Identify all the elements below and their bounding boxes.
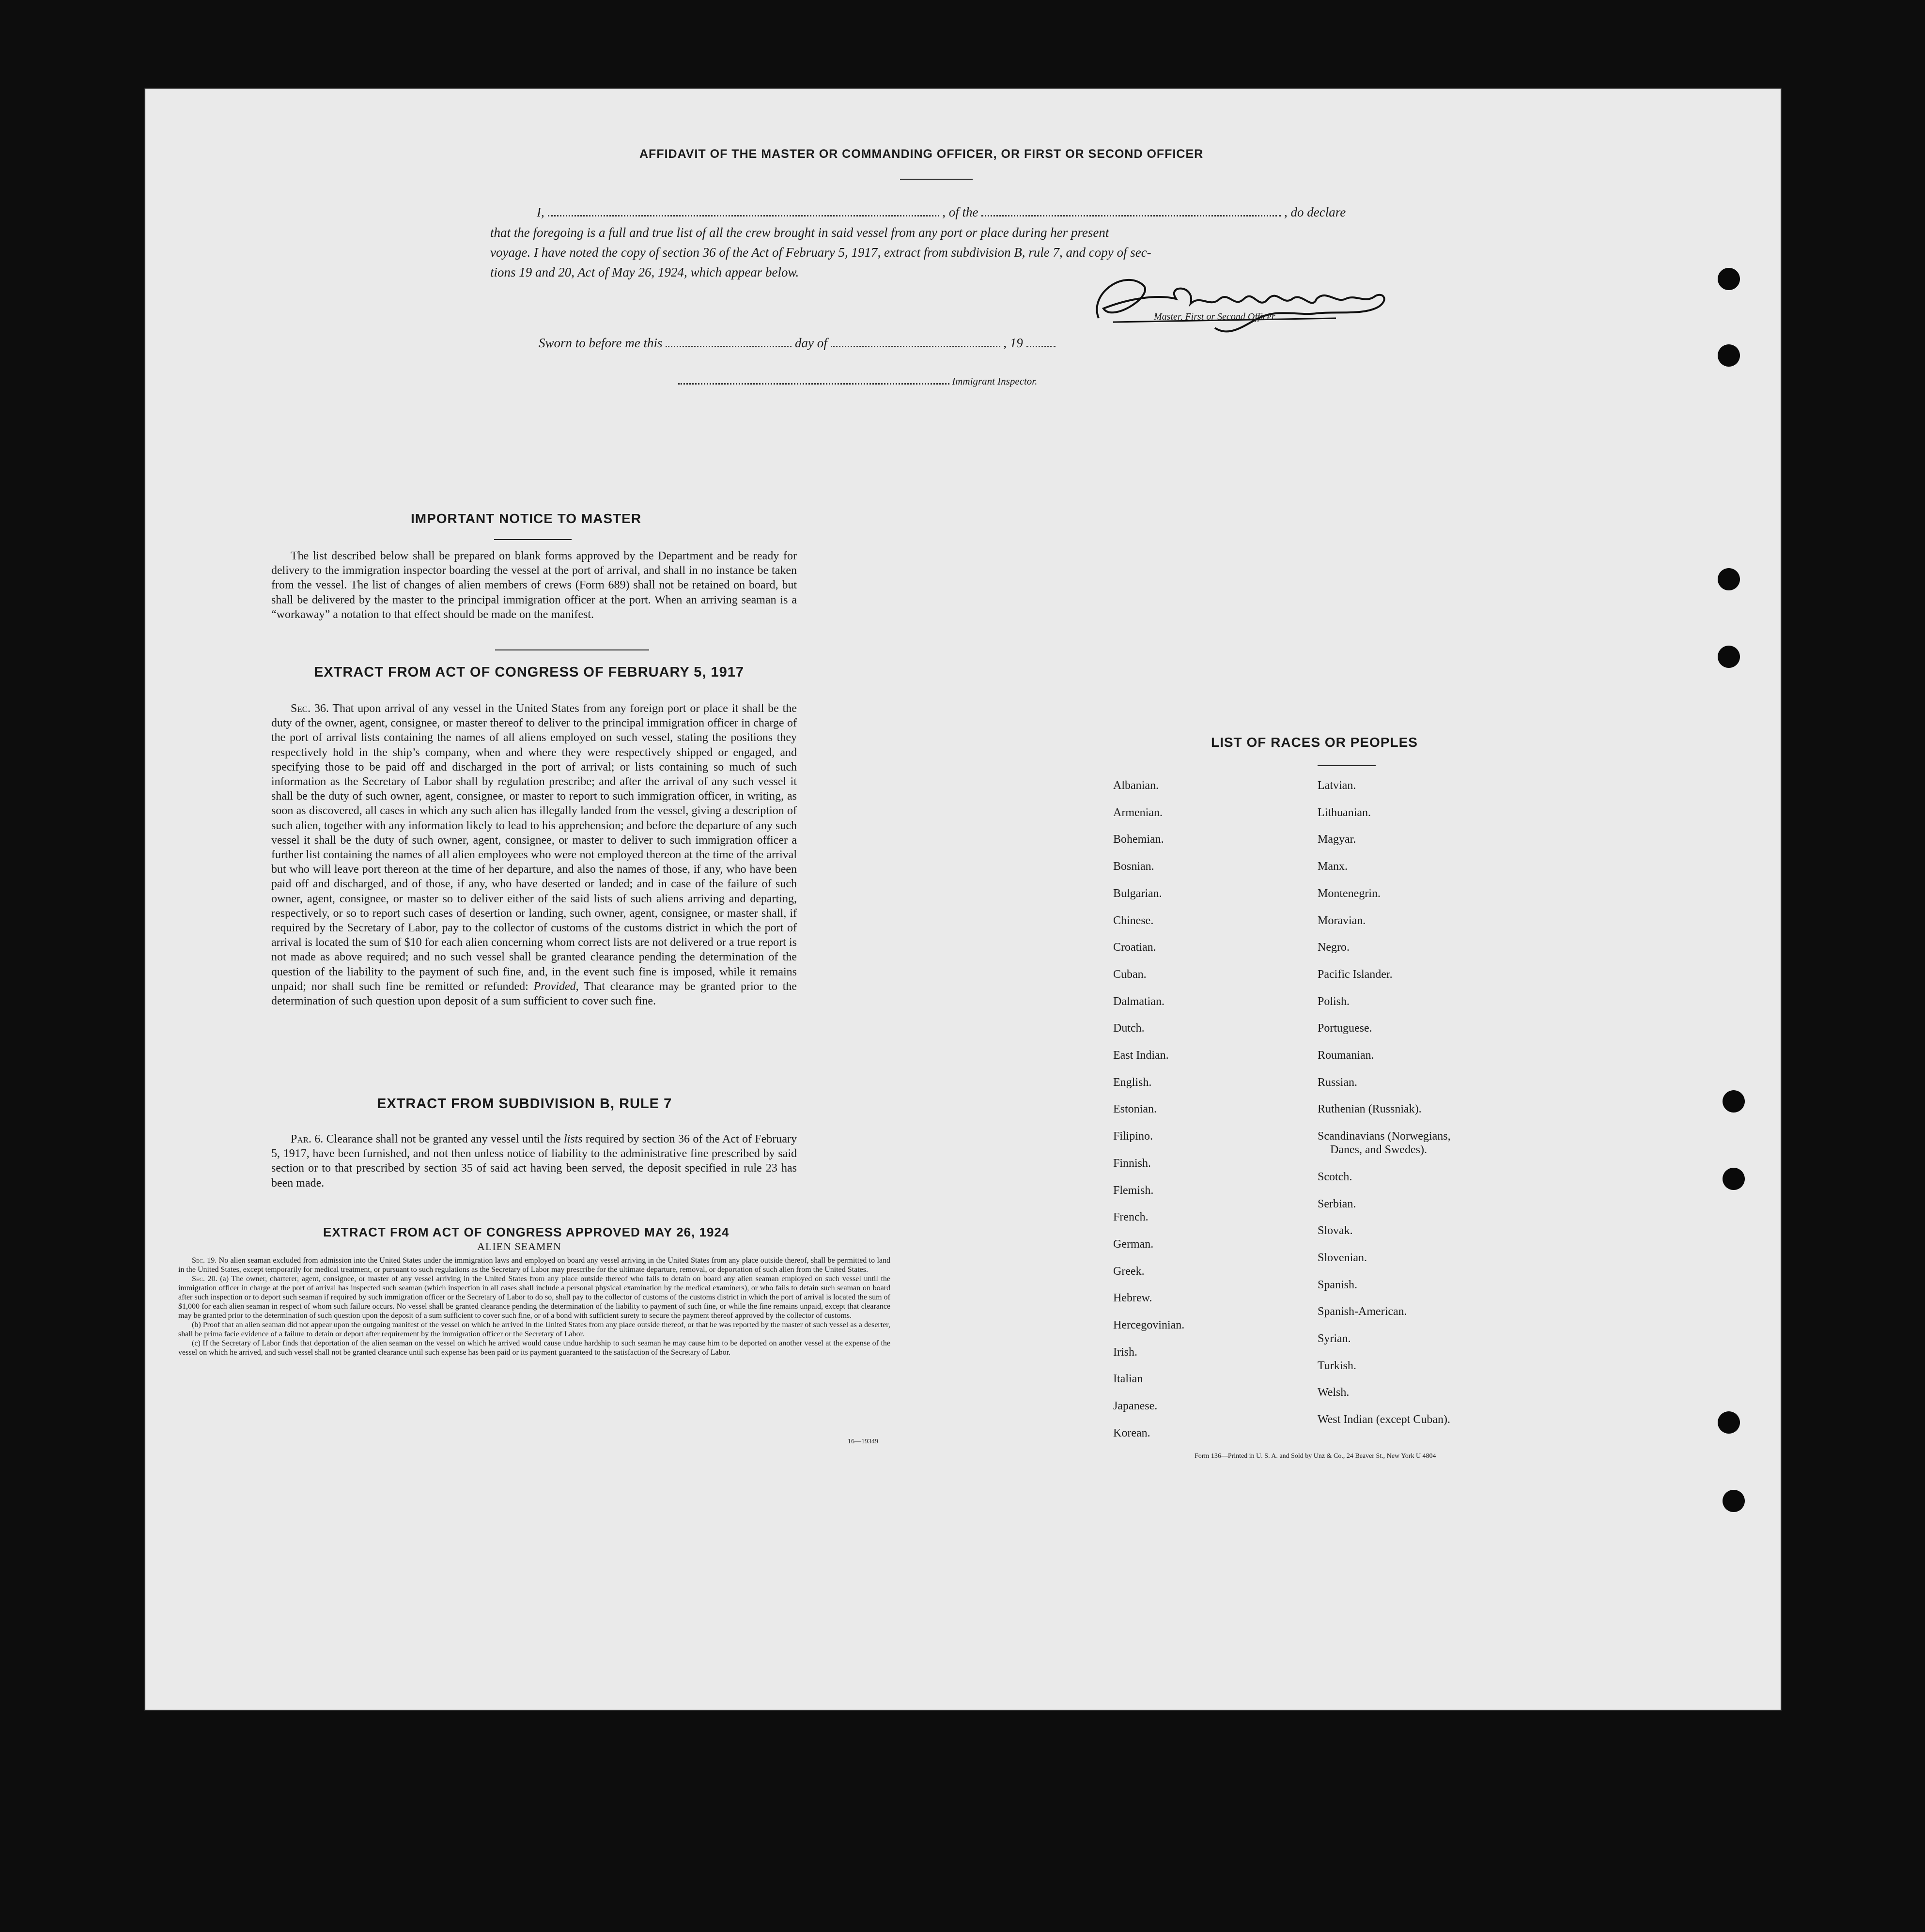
par-6-text: Clearance shall not be granted any vessel until the <box>326 1133 561 1145</box>
race-item: Roumanian. <box>1318 1049 1374 1062</box>
affidavit-body-line: voyage. I have noted the copy of section 36 of the Act of February 5, 1917, extract from subdivision B, rule 7, and copy of sec- <box>490 245 1151 260</box>
race-item: Dutch. <box>1113 1022 1145 1035</box>
race-item: Flemish. <box>1113 1184 1154 1197</box>
day-blank[interactable] <box>666 337 792 347</box>
inspector-blank[interactable] <box>678 374 949 385</box>
race-item: Hercegovinian. <box>1113 1319 1185 1331</box>
punch-hole <box>1723 1168 1745 1190</box>
divider <box>494 539 572 540</box>
race-item: Montenegrin. <box>1318 887 1381 900</box>
affidavit-body-line: that the foregoing is a full and true list of all the crew brought in said vessel from any port or place during her present <box>490 225 1109 240</box>
rule7-text <box>271 1132 797 1190</box>
race-item: Russian. <box>1318 1076 1358 1089</box>
race-item: Pacific Islander. <box>1318 968 1393 981</box>
document-page <box>145 89 1781 1710</box>
race-item: German. <box>1113 1237 1154 1251</box>
year-label: , 19 <box>1003 336 1023 350</box>
race-item: Ruthenian (Russniak). <box>1318 1103 1422 1116</box>
race-item: Scotch. <box>1318 1170 1352 1183</box>
divider <box>900 179 973 180</box>
divider <box>495 649 649 650</box>
divider <box>1318 765 1376 766</box>
sec-label: Sec. 20. <box>192 1275 217 1283</box>
extract-1924-body <box>178 1256 890 1357</box>
sec-19-text: No alien seaman excluded from admission into the United States under the immigration laws and employed on board any vessel arriving in the United States from any place outside thereof, shall be permitted to land in the United States, except temporarily for medical treatment, or pursuant to such regulations as the Secretary of Labor may prescribe for the ultimate departure, removal, or deportation of such alien from the United States. <box>178 1256 890 1274</box>
race-item: Albanian. <box>1113 779 1159 792</box>
lists-word: lists <box>563 1133 583 1145</box>
affidavit-declaration-line <box>537 205 1346 220</box>
race-item: Bohemian. <box>1113 833 1164 846</box>
race-item: Finnish. <box>1113 1157 1151 1170</box>
sworn-line <box>539 336 1056 351</box>
day-of-label: day of <box>795 336 827 350</box>
sec-20a-paragraph <box>178 1274 890 1320</box>
provided-label: Provided, <box>533 980 579 993</box>
affidavit-body-line: tions 19 and 20, Act of May 26, 1924, which appear below. <box>490 265 799 279</box>
sec-20b-paragraph: (b) Proof that an alien seaman did not appear upon the outgoing manifest of the vessel on which he arrived in the United States from any place outside thereof, or that he was reported by the master of such vessel as a deserter, shall be prima facie evidence of a failure to detain or deport after requirement by the immigration officer or the Secretary of Labor. <box>178 1321 890 1338</box>
race-item: Manx. <box>1318 860 1348 873</box>
extract-1917-title: EXTRACT FROM ACT OF CONGRESS OF FEBRUARY 5, 1917 <box>314 665 745 680</box>
extract-1924-subtitle: ALIEN SEAMEN <box>477 1240 561 1252</box>
race-item: Polish. <box>1318 995 1350 1008</box>
race-item: Spanish. <box>1318 1278 1358 1291</box>
punch-hole <box>1718 646 1740 668</box>
par-6-text-end: required by section 36 of the Act of February 5, 1917, have been furnished, and not then unless notice of liability to the administrative fine prescribed by said section or to that prescribed by section 35 of said act having been served, the deposit specified in rule 23 has been made. <box>271 1133 797 1190</box>
print-code: 16—19349 <box>848 1438 878 1445</box>
race-item: Italian <box>1113 1373 1143 1386</box>
race-item: West Indian (except Cuban). <box>1318 1413 1450 1426</box>
race-item: Magyar. <box>1318 833 1356 846</box>
notice-title: IMPORTANT NOTICE TO MASTER <box>411 511 642 526</box>
race-item: Croatian. <box>1113 941 1156 954</box>
race-item: French. <box>1113 1211 1149 1224</box>
race-item: Greek. <box>1113 1265 1145 1278</box>
par-label: Par. 6. <box>291 1133 324 1145</box>
race-item: Syrian. <box>1318 1332 1351 1345</box>
signer-caption: Master, First or Second Officer. <box>1154 311 1277 322</box>
race-item: Bosnian. <box>1113 860 1154 873</box>
race-item: Danes, and Swedes). <box>1330 1144 1427 1157</box>
race-item: English. <box>1113 1076 1152 1089</box>
affidavit-title: AFFIDAVIT OF THE MASTER OR COMMANDING OFFICER, OR FIRST OR SECOND OFFICER <box>639 147 1204 161</box>
of-the-label: , of the <box>942 205 978 219</box>
race-item: Lithuanian. <box>1318 806 1371 819</box>
sec-20c-paragraph: (c) If the Secretary of Labor finds that deportation of the alien seaman on the vessel on which he arrived would cause undue hardship to such seaman he may cause him to be deported on another vessel at the expense of the vessel on which he arrived, and such vessel shall not be granted clearance until such expense has been paid or its payment guaranteed to the satisfaction of the Secretary of Labor. <box>178 1339 890 1357</box>
race-item: Welsh. <box>1318 1386 1350 1399</box>
extract-1917-text <box>271 701 797 1008</box>
punch-hole <box>1723 1490 1745 1512</box>
sec-36-text-end: That clearance may be granted prior to the determination of such question upon deposit of a sum sufficient to cover such fine. <box>271 980 797 1008</box>
race-item: East Indian. <box>1113 1049 1169 1062</box>
race-item: Dalmatian. <box>1113 995 1164 1008</box>
punch-hole <box>1718 1411 1740 1434</box>
rule7-title: EXTRACT FROM SUBDIVISION B, RULE 7 <box>377 1096 672 1112</box>
sec-label: Sec. 36. <box>291 702 329 715</box>
race-item: Irish. <box>1113 1345 1137 1359</box>
form-note: Form 136—Printed in U. S. A. and Sold by Unz & Co., 24 Beaver St., New York U 4804 <box>1195 1453 1436 1460</box>
sec-36-text: That upon arrival of any vessel in the United States from any foreign port or place it shall be the duty of the owner, agent, consignee, or master thereof to deliver to the principal immigration officer in charge of the port of arrival lists containing the names of all aliens employed on such vessel, stating the positions they respectively hold in the ship’s company, when and where they were respectively shipped or engaged, and specifying those to be paid off and discharged in the port of arrival; or lists containing so much of such information as the Secretary of Labor shall by regulation prescribe; and after the arrival of any such vessel it shall be the duty of such owner, agent, consignee, or master to report to such immigration officer, in writing, as soon as discovered, all cases in which any such alien has illegally landed from the vessel, giving a description of such alien, together with any information likely to lead to his apprehension; and before the departure of any such vessel it shall be the duty of such owner, agent, consignee, or master to deliver to such immigration officer a further list containing the names of all alien employees who were not employed thereon at the time of the arrival but who will leave port thereon at the time of her departure, and also the names of those, if any, who have been paid off and discharged, and of those, if any, who have deserted or landed; and in case of the failure of such owner, agent, consignee, or master so to deliver either of the said lists of such aliens arriving and departing, respectively, or so to report such cases of desertion or landing, such owner, agent, consignee, or master shall, if required by the Secretary of Labor, pay to the collector of customs of the customs district in which the port of arrival is located the sum of $10 for each alien concerning whom correct lists are not delivered or a true report is not made as above required; and no such vessel shall be granted clearance pending the determination of the question of the liability to the payment of such fine, and, in the event such fine is imposed, while it remains unpaid; nor shall such fine be remitted or refunded: <box>271 702 797 993</box>
notice-text: The list described below shall be prepared on blank forms approved by the Department and be ready for delivery to the immigration inspector boarding the vessel at the port of arrival, and shall in no instance be taken from the vessel. The list of changes of alien members of crews (Form 689) shall not be retained on board, but shall be delivered by the master to the principal immigration officer at the port. When an arriving seaman is a “workaway” a notation to that effect should be made on the manifest. <box>271 550 797 621</box>
year-blank[interactable] <box>1026 337 1056 347</box>
race-item: Bulgarian. <box>1113 887 1162 900</box>
race-item: Scandinavians (Norwegians, <box>1318 1130 1451 1143</box>
name-blank[interactable] <box>548 206 939 216</box>
race-item: Spanish-American. <box>1318 1305 1407 1318</box>
vessel-blank[interactable] <box>981 206 1281 216</box>
inspector-caption: Immigrant Inspector. <box>952 375 1038 387</box>
officer-signature <box>1084 265 1394 338</box>
sec-20a-text: (a) The owner, charterer, agent, consignee, or master of any vessel arriving in the United States from any place outside thereof who fails to detain on board any alien seaman employed on such vessel until the immigration officer in charge at the port of arrival has inspected such seaman (which inspection in all cases shall include a personal physical examination by the medical examiners), or who fails to detain such seaman on board after such inspection or to deport such seaman if required by such immigration officer or the Secretary of Labor to do so, shall pay to the collector of customs of the customs district in which the port of arrival is located the sum of $1,000 for each alien seaman in respect of whom such failure occurs. No vessel shall be granted clearance pending the determination of the liability to payment of such fine, or while the fine remains unpaid, except that clearance may be granted prior to the determination of such question upon the deposit of a sum sufficient to cover such fine, or of a bond with sufficient surety to secure the payment thereof approved by the collector of customs. <box>178 1275 891 1320</box>
race-item: Japanese. <box>1113 1400 1158 1413</box>
punch-hole <box>1718 344 1740 367</box>
race-item: Estonian. <box>1113 1103 1157 1116</box>
extract-1924-title: EXTRACT FROM ACT OF CONGRESS APPROVED MAY 26, 1924 <box>323 1225 730 1239</box>
races-title: LIST OF RACES OR PEOPLES <box>1211 735 1418 750</box>
race-item: Negro. <box>1318 941 1350 954</box>
month-blank[interactable] <box>831 337 1000 347</box>
sec-19-paragraph <box>178 1256 890 1274</box>
race-item: Serbian. <box>1318 1197 1356 1210</box>
sworn-label: Sworn to before me this <box>539 336 663 350</box>
race-item: Slovenian. <box>1318 1251 1367 1264</box>
sec-label: Sec. 19. <box>192 1256 217 1265</box>
race-item: Chinese. <box>1113 914 1154 927</box>
race-item: Portuguese. <box>1318 1022 1372 1035</box>
race-item: Moravian. <box>1318 914 1366 927</box>
race-item: Korean. <box>1113 1426 1150 1439</box>
punch-hole <box>1723 1090 1745 1113</box>
race-item: Hebrew. <box>1113 1292 1152 1305</box>
race-item: Latvian. <box>1318 779 1356 792</box>
race-item: Cuban. <box>1113 968 1147 981</box>
punch-hole <box>1718 268 1740 290</box>
i-label: I, <box>537 205 544 219</box>
declare-label: , do declare <box>1284 205 1346 219</box>
race-item: Armenian. <box>1113 806 1163 819</box>
inspector-line <box>678 374 1037 387</box>
race-item: Turkish. <box>1318 1359 1356 1372</box>
race-item: Filipino. <box>1113 1130 1153 1143</box>
punch-hole <box>1718 568 1740 590</box>
race-item: Slovak. <box>1318 1224 1353 1237</box>
